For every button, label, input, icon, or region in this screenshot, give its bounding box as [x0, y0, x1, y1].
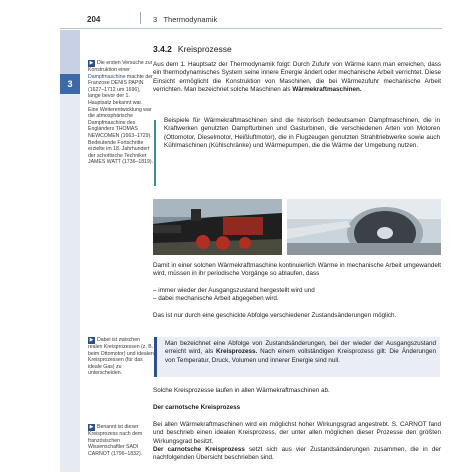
page-number: 204 — [87, 15, 101, 24]
chapter-number: 3 — [153, 15, 158, 24]
sequence-paragraph: Das ist nur durch eine geschickte Abfolge verschiedener Zustandsänderungen möglich. — [153, 312, 397, 319]
running-head — [153, 15, 217, 24]
example-paragraph: Beispiele für Wärmekraftmaschinen sind die historisch bedeutsamen Dampfmaschinen, die in Kraftwerken genutzten Dampfturbinen und Gasturbinen, die verschiedenen Arten von Motoren (Ottomotor, Dieselmotor, Heißluftmotor), die in Flugzeugen genutzten Strahltriebwerke sowie auch Kühlmaschinen (Kühlschränke) und Wärmepumpen, die die Wärme der Umgebung nutzen. — [164, 117, 440, 149]
cycle-paragraph: Damit in einer solchen Wärmekraftmaschine kontinuierlich Wärme in mechanische Arbeit umgewandelt wird, müssen in ihr periodische Vorgänge so ablaufen, dass — [153, 262, 441, 278]
carnot-definition-paragraph: Der carnotsche Kreisprozess setzt sich aus vier Zustandsänderungen zusammen, die in der nachfolgenden Übersicht beschrieben sind. — [153, 446, 441, 462]
sidenote-real-processes: ▶ Dabei ist zwischen realen Kreisprozessen (z. B. beim Ottomotor) und idealen Kreisprozessen (für das ideale Gas) zu unterscheiden. — [88, 337, 154, 377]
list-item: – dabei mechanische Arbeit abgegeben wird. — [153, 295, 279, 302]
sidenote-carnot: ▶ Benannt ist dieser Kreisprozess nach dem französischen Wissenschaftler SADI CARNOT (1796–1832). — [88, 424, 143, 457]
margin-band — [60, 30, 80, 472]
section-number: 3.4.2 — [153, 44, 172, 54]
carnot-paragraph: Bei allen Wärmekraftmaschinen wird ein möglichst hoher Wirkungsgrad angestrebt. S. CARNOT fand und beschrieb einen idealen Kreisprozess, der unter allen möglichen dieser Prozesse den größten Wirkungsgrad besitzt. — [153, 421, 441, 445]
all-machines-paragraph: Solche Kreisprozesse laufen in allen Wärmekraftmaschinen ab. — [153, 387, 330, 394]
chapter-tab: 3 — [60, 74, 80, 94]
header-rule — [60, 28, 442, 29]
list-item: – immer wieder der Ausgangszustand hergestellt wird und — [153, 287, 315, 294]
chapter-title: Thermodynamik — [163, 15, 218, 24]
arrow-right-icon: ▶ — [89, 424, 94, 430]
section-title: Kreisprozesse — [177, 44, 232, 54]
sidenote-steam-engine: ▶ Die ersten Versuche zur Konstruktion einer Dampfmaschine machte der Franzose DENIS PAPIN (1627–1712 um 1696), lange bevor der 1. Hauptsatz bekannt war. Eine Weiterentwicklung war die atmosphärische Dampfmaschine des Engländers THOMAS NEWCOMEN (1663–1729). Bedeutende Fortschritte erzielte im 18. Jahrhundert der schottische Techniker JAMES WATT (1736–1819). — [88, 60, 154, 166]
header-separator — [140, 12, 141, 24]
steam-locomotive-image — [153, 199, 282, 255]
arrow-right-icon: ▶ — [89, 337, 94, 343]
carnot-heading: Der carnotsche Kreisprozess — [153, 404, 241, 411]
intro-paragraph: Aus dem 1. Hauptsatz der Thermodynamik folgt: Durch Zufuhr von Wärme kann man erreichen, dass ein thermodynamisches System seine innere Energie ändert oder mechanische Arbeit verrichtet. Diese Einsicht ermöglicht die Konstruktion von Maschinen, die bei Wärmezufuhr mechanische Arbeit verrichten. Man bezeichnet solche Maschinen als Wärmekraftmaschinen. — [153, 61, 441, 93]
section-heading — [153, 44, 232, 54]
definition-box: Man bezeichnet eine Abfolge von Zustandsänderungen, bei der wieder der Ausgangszustand erreicht wird, als Kreisprozess. Nach einem vollständigen Kreisprozess gilt: Die Änderungen von Temperatur, Druck, Volumen und innerer Energie sind null. — [154, 337, 440, 377]
jet-engine-image — [287, 199, 441, 255]
arrow-right-icon: ▶ — [89, 60, 94, 66]
example-bar — [154, 120, 156, 186]
